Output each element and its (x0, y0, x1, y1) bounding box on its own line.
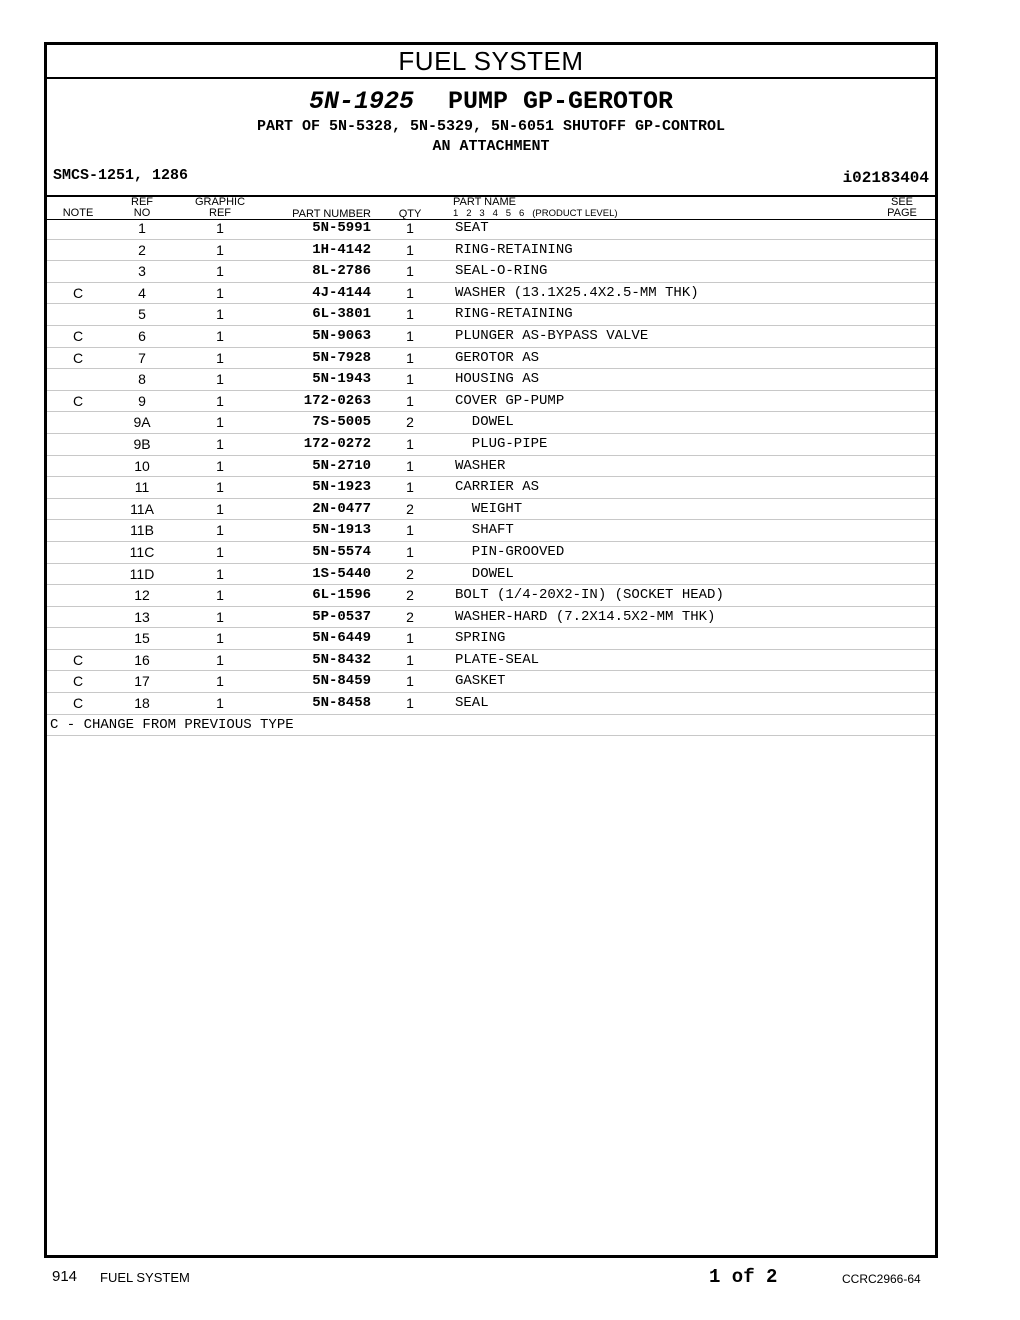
part-name-cell: PLUG-PIPE (455, 435, 548, 452)
ref-cell: 2 (138, 241, 146, 258)
part-name-cell: WASHER (13.1X25.4X2.5-MM THK) (455, 284, 699, 301)
footnote-row (47, 715, 935, 736)
qty-cell: 1 (406, 284, 414, 301)
ref-cell: 11C (129, 543, 155, 560)
part-number-cell: 5N-1923 (312, 479, 371, 496)
smcs-code: SMCS-1251, 1286 (53, 167, 189, 184)
header-qty: QTY (398, 208, 422, 220)
table-row (47, 304, 935, 326)
qty-cell: 1 (406, 651, 414, 668)
table-row (47, 564, 935, 586)
ref-cell: 9A (133, 414, 151, 431)
ref-cell: 16 (134, 651, 150, 668)
part-name-cell: WEIGHT (455, 500, 523, 517)
part-number-cell: 7S-5005 (312, 414, 371, 431)
header-graphic: GRAPHIC (194, 196, 246, 208)
table-row (47, 499, 935, 521)
table-row (47, 369, 935, 391)
graphic-ref-cell: 1 (216, 284, 224, 301)
graphic-ref-cell: 1 (216, 587, 224, 604)
header-see: SEE (890, 196, 913, 208)
graphic-ref-cell: 1 (216, 565, 224, 582)
part-name-cell: HOUSING AS (455, 371, 540, 388)
ref-cell: 18 (134, 695, 150, 712)
part-of-line: PART OF 5N-5328, 5N-5329, 5N-6051 SHUTOFF GP-CONTROL (256, 118, 726, 135)
illustration-id: i02183404 (842, 169, 929, 187)
ref-cell: 9 (138, 392, 146, 409)
graphic-ref-cell: 1 (216, 327, 224, 344)
ref-cell: 12 (134, 587, 150, 604)
qty-cell: 1 (406, 327, 414, 344)
table-row (47, 671, 935, 693)
qty-cell: 1 (406, 392, 414, 409)
part-number-cell: 172-0272 (303, 435, 371, 452)
part-name-cell: DOWEL (455, 565, 514, 582)
table-row (47, 628, 935, 650)
part-number-cell: 5N-8432 (312, 651, 371, 668)
table-row (47, 542, 935, 564)
ref-cell: 11B (130, 522, 154, 539)
graphic-ref-cell: 1 (216, 349, 224, 366)
graphic-ref-cell: 1 (216, 263, 224, 280)
note-cell: C (72, 284, 84, 301)
part-name-cell: RING-RETAINING (455, 306, 573, 323)
part-number-cell: 6L-1596 (312, 587, 371, 604)
part-name-cell: DOWEL (455, 414, 514, 431)
table-row (47, 283, 935, 305)
part-name-cell: WASHER (455, 457, 506, 474)
table-row (47, 261, 935, 283)
note-cell: C (72, 673, 84, 690)
table-row (47, 477, 935, 499)
group-name: PUMP GP-GEROTOR (447, 87, 674, 116)
group-part-number: 5N-1925 (308, 87, 414, 116)
qty-cell: 1 (406, 543, 414, 560)
part-number-cell: 8L-2786 (312, 263, 371, 280)
footer-page-of: 1 of 2 (709, 1266, 778, 1288)
ref-cell: 10 (134, 457, 150, 474)
table-row (47, 348, 935, 370)
header-note: NOTE (62, 207, 94, 219)
graphic-ref-cell: 1 (216, 479, 224, 496)
qty-cell: 1 (406, 241, 414, 258)
header-page: PAGE (887, 207, 917, 219)
part-name-cell: COVER GP-PUMP (455, 392, 565, 409)
graphic-ref-cell: 1 (216, 630, 224, 647)
qty-cell: 1 (406, 630, 414, 647)
note-cell: C (72, 651, 84, 668)
part-number-cell: 1S-5440 (312, 565, 371, 582)
graphic-ref-cell: 1 (216, 695, 224, 712)
note-cell: C (72, 695, 84, 712)
ref-cell: 11 (134, 479, 150, 496)
part-number-cell: 172-0263 (303, 392, 371, 409)
table-row (47, 520, 935, 542)
footer-doc-code: CCRC2966-64 (842, 1272, 921, 1286)
graphic-ref-cell: 1 (216, 306, 224, 323)
graphic-ref-cell: 1 (216, 543, 224, 560)
part-name-cell: SEAT (455, 220, 489, 236)
attachment-line: AN ATTACHMENT (432, 138, 550, 155)
graphic-ref-cell: 1 (216, 608, 224, 625)
qty-cell: 1 (406, 435, 414, 452)
part-name-cell: GEROTOR AS (455, 349, 540, 366)
part-name-cell: SEAL-O-RING (455, 263, 548, 280)
ref-cell: 4 (138, 284, 146, 301)
header-ref: REF (131, 196, 153, 208)
qty-cell: 1 (406, 522, 414, 539)
qty-cell: 1 (406, 479, 414, 496)
part-name-cell: BOLT (1/4-20X2-IN) (SOCKET HEAD) (455, 587, 724, 604)
graphic-ref-cell: 1 (216, 457, 224, 474)
part-number-cell: 1H-4142 (312, 241, 371, 258)
footnote-text: C - CHANGE FROM PREVIOUS TYPE (50, 716, 294, 733)
table-row (47, 585, 935, 607)
table-row (47, 240, 935, 262)
graphic-ref-cell: 1 (216, 241, 224, 258)
group-title (47, 87, 935, 116)
part-number-cell: 4J-4144 (312, 284, 371, 301)
part-number-cell: 5P-0537 (312, 608, 371, 625)
part-number-cell: 5N-8458 (312, 695, 371, 712)
qty-cell: 1 (406, 349, 414, 366)
footer-page-number: 914 (52, 1268, 78, 1285)
table-row (47, 412, 935, 434)
qty-cell: 1 (406, 695, 414, 712)
part-name-cell: WASHER-HARD (7.2X14.5X2-MM THK) (455, 608, 716, 625)
part-number-cell: 5N-1913 (312, 522, 371, 539)
qty-cell: 2 (406, 608, 414, 625)
qty-cell: 1 (406, 673, 414, 690)
part-name-cell: GASKET (455, 673, 506, 690)
ref-cell: 17 (134, 673, 150, 690)
ref-cell: 5 (138, 306, 146, 323)
qty-cell: 2 (406, 414, 414, 431)
ref-cell: 13 (134, 608, 150, 625)
part-number-cell: 5N-1943 (312, 371, 371, 388)
table-row (47, 607, 935, 629)
ref-cell: 9B (133, 435, 151, 452)
header-product-levels: 1 2 3 4 5 6 (PRODUCT LEVEL) (453, 208, 618, 219)
graphic-ref-cell: 1 (216, 673, 224, 690)
part-number-cell: 5N-8459 (312, 673, 371, 690)
ref-cell: 7 (138, 349, 146, 366)
graphic-ref-cell: 1 (216, 651, 224, 668)
part-name-cell: PIN-GROOVED (455, 543, 565, 560)
part-number-cell: 5N-5574 (312, 543, 371, 560)
ref-cell: 11A (130, 500, 154, 517)
table-row (47, 218, 935, 240)
graphic-ref-cell: 1 (216, 435, 224, 452)
qty-cell: 1 (406, 371, 414, 388)
qty-cell: 2 (406, 587, 414, 604)
part-number-cell: 5N-2710 (312, 457, 371, 474)
header-part-name: PART NAME (453, 196, 516, 208)
header-no: NO (133, 207, 151, 219)
qty-cell: 1 (406, 220, 414, 236)
header-graphic-ref: REF (209, 207, 231, 219)
note-cell: C (72, 327, 84, 344)
graphic-ref-cell: 1 (216, 500, 224, 517)
footer-section: FUEL SYSTEM (100, 1270, 190, 1285)
graphic-ref-cell: 1 (216, 414, 224, 431)
part-number-cell: 5N-6449 (312, 630, 371, 647)
part-name-cell: SEAL (455, 695, 489, 712)
header-part-number: PART NUMBER (292, 208, 371, 220)
part-number-cell: 2N-0477 (312, 500, 371, 517)
page-frame (44, 42, 938, 1258)
graphic-ref-cell: 1 (216, 522, 224, 539)
graphic-ref-cell: 1 (216, 392, 224, 409)
ref-cell: 3 (138, 263, 146, 280)
note-cell: C (72, 392, 84, 409)
table-row (47, 456, 935, 478)
part-number-cell: 5N-5991 (312, 220, 371, 236)
part-number-cell: 5N-7928 (312, 349, 371, 366)
ref-cell: 11D (129, 565, 155, 582)
part-name-cell: SHAFT (455, 522, 514, 539)
table-row (47, 693, 935, 715)
qty-cell: 1 (406, 457, 414, 474)
qty-cell: 2 (406, 500, 414, 517)
part-name-cell: SPRING (455, 630, 506, 647)
part-name-cell: CARRIER AS (455, 479, 540, 496)
ref-cell: 15 (134, 630, 150, 647)
ref-cell: 6 (138, 327, 146, 344)
part-name-cell: PLUNGER AS-BYPASS VALVE (455, 327, 649, 344)
parts-table (47, 218, 935, 736)
graphic-ref-cell: 1 (216, 371, 224, 388)
note-cell: C (72, 349, 84, 366)
table-header (47, 195, 935, 220)
ref-cell: 8 (138, 371, 146, 388)
table-row (47, 326, 935, 348)
table-row (47, 650, 935, 672)
part-name-cell: RING-RETAINING (455, 241, 573, 258)
qty-cell: 2 (406, 565, 414, 582)
table-row (47, 391, 935, 413)
part-number-cell: 5N-9063 (312, 327, 371, 344)
qty-cell: 1 (406, 263, 414, 280)
qty-cell: 1 (406, 306, 414, 323)
ref-cell: 1 (138, 220, 146, 236)
section-title: FUEL SYSTEM (47, 45, 935, 79)
part-name-cell: PLATE-SEAL (455, 651, 540, 668)
graphic-ref-cell: 1 (216, 220, 224, 236)
table-row (47, 434, 935, 456)
part-number-cell: 6L-3801 (312, 306, 371, 323)
